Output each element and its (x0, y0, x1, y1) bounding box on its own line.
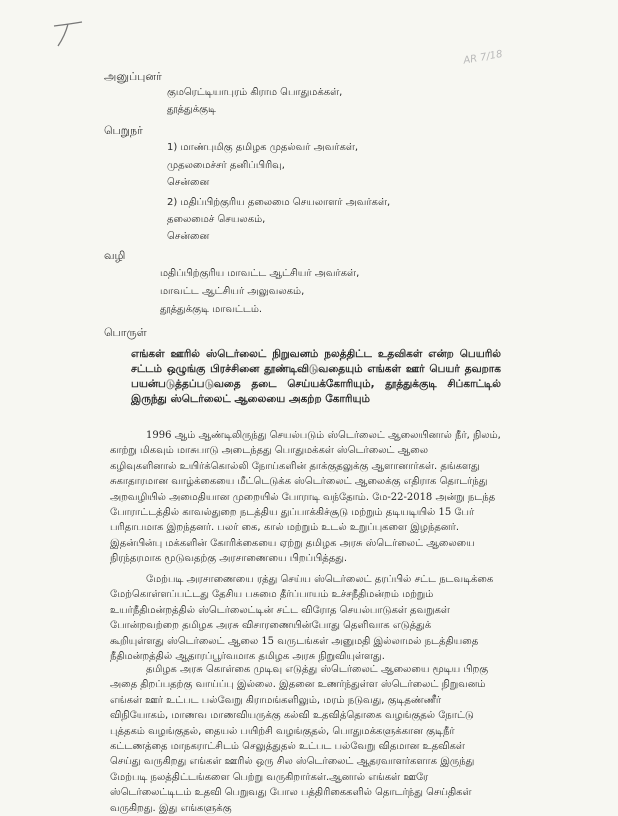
via-line: தூத்துக்குடி மாவட்டம். (160, 304, 263, 315)
via-line: மாவட்ட ஆட்சியர் அலுவலகம், (160, 286, 305, 297)
paragraph-3: தமிழக அரசு கொள்கை முடிவு எடுத்து ஸ்டெர்லைட் ஆலையை மூடிய பிறகு அதை திறப்பதற்கு வாய்ப்பு இல்லை. இதனை உணர்ந்துள்ள ஸ்டெர்லைட் நிறுவனம் எங்கள் ஊர் உட்பட பல்வேறு கிராமங்களிலும், மரம் நடுவது, குடிதண்ணீர் விநியோகம், மாணவ மாணவியருக்கு கல்வி உதவித்தொகை வழங்குதல் நோட்டு புத்தகம் வழங்குதல், தையல் பயிற்சி வழங்குதல், பொதுமக்களுக்கான குடிநீர் கட்டணத்தை மாநகராட்சிடம் செலுத்துதல் உட்பட பல்வேறு விதமான உதவிகள் செய்து வருகிறது எங்கள் ஊரில் ஒரு சில ஸ்டெர்லைட் ஆதரவாளர்களாக இருந்து மேற்படி நலத்திட்டங்களை பெற்று வருகிறார்கள்.ஆனால் எங்கள் ஊரே ஸ்டெர்லைட்டிடம் உதவி பெறுவது போல பத்திரிகைகளில் தொடர்ந்து செய்திகள் வருகிறது. இது எங்களுக்கு (110, 664, 489, 814)
date-value: மே-22-2018 (372, 491, 433, 503)
handwritten-stamp: AR 7/18 (462, 48, 504, 67)
to-label: பெறுநர் (104, 124, 143, 137)
recipient1-line: முதலமைச்சர் தனிப்பிரிவு, (167, 160, 285, 171)
count-value: 15 (438, 507, 452, 519)
via-label: வழி (104, 249, 126, 262)
recipient2-line: 2) மதிப்பிற்குரிய தலைமை செயலாளர் அவர்கள், (167, 197, 391, 208)
from-line: தூத்துக்குடி (167, 104, 216, 115)
pen-mark (48, 18, 88, 50)
subject-label: பொருள் (104, 326, 147, 339)
recipient1-line: 1) மாண்புமிகு தமிழக முதல்வர் அவர்கள், (167, 142, 359, 153)
year-value: 1996 (146, 430, 172, 441)
paragraph-1: 1996 ஆம் ஆண்டிலிருந்து செயல்படும் ஸ்டெர்லைட் ஆலையினால் நீர், நிலம், காற்று மிகவும் மாசுபாடு அடைந்தது பொதுமக்கள் ஸ்டெர்லைட் ஆலை கழிவுகளினால் உயிர்க்கொல்லி நோய்களின் தாக்குதலுக்கு ஆளானார்கள். தங்களது சுகாதாரமான வாழ்க்கையை மீட்டெடுக்க ஸ்டெர்லைட் ஆலைக்கு எதிராக தொடர்ந்து அறவழியில் அமைதியான முறையில் போராடி வந்தோம். மே-22-2018 அன்று நடந்த போராட்டத்தில் காவல்துறை நடத்திய துப்பாக்கிச்சூடு மற்றும் தடியடியில் 15 பேர் பரிதாபமாக இறந்தனர். பலர் கை, கால் மற்றும் உடல் உறுப்புகளை இழந்தனர். இதன்பின்பு மக்களின் கோரிக்கையை ஏற்று தமிழக அரசு ஸ்டெர்லைட் ஆலையை நிரந்தரமாக மூடுவதற்கு அரசாணையை பிறப்பித்தது. (110, 430, 501, 565)
subject-text: எங்கள் ஊரில் ஸ்டெர்லைட் நிறுவனம் நலத்திட்ட உதவிகள் என்ற பெயரில் சட்டம் ஒழுங்கு பிரச்சினை தூண்டிவிடுவதையும் எங்கள் ஊர் பெயர் தவறாக பயன்படுத்தப்படுவதை தடை செய்யக்கோரியும், தூத்துக்குடி சிப்காட்டில் இருந்து ஸ்டெர்லைட் ஆலையை அகற்ற கோரியும் (131, 348, 501, 405)
paragraph-2: மேற்படி அரசாணையை ரத்து செய்ய ஸ்டெர்லைட் தரப்பில் சட்ட நடவடிக்கை மேற்கொள்ளப்பட்டது தேசிய பசுமை தீர்ப்பாயம் உச்சநீதிமன்றம் மற்றும் உயர்நீதிமன்றத்தில் ஸ்டெர்லைட்டின் சட்ட விரோத செயல்பாடுகள் தவறுகள் போன்றவற்றை தமிழக அரசு விசாரணையின்போது தெளிவாக எடுத்துக் கூறியுள்ளது ஸ்டெர்லைட் ஆலை 15 வருடங்கள் அனுமதி இல்லாமல் நடத்தியதை நீதிமன்றத்தில் ஆதாரப்பூர்வமாக தமிழக அரசு நிறுவியுள்ளது. (110, 574, 494, 663)
recipient2-line: சென்னை (167, 231, 210, 242)
recipient2-line: தலைமைச் செயலகம், (167, 214, 266, 225)
from-line: குமரெட்டியாபுரம் கிராம பொதுமக்கள், (167, 87, 343, 98)
via-line: மதிப்பிற்குரிய மாவட்ட ஆட்சியர் அவர்கள், (160, 268, 360, 279)
recipient1-line: சென்னை (167, 177, 210, 188)
years-value: 15 (261, 635, 275, 647)
from-label: அனுப்புனர் (104, 70, 162, 83)
